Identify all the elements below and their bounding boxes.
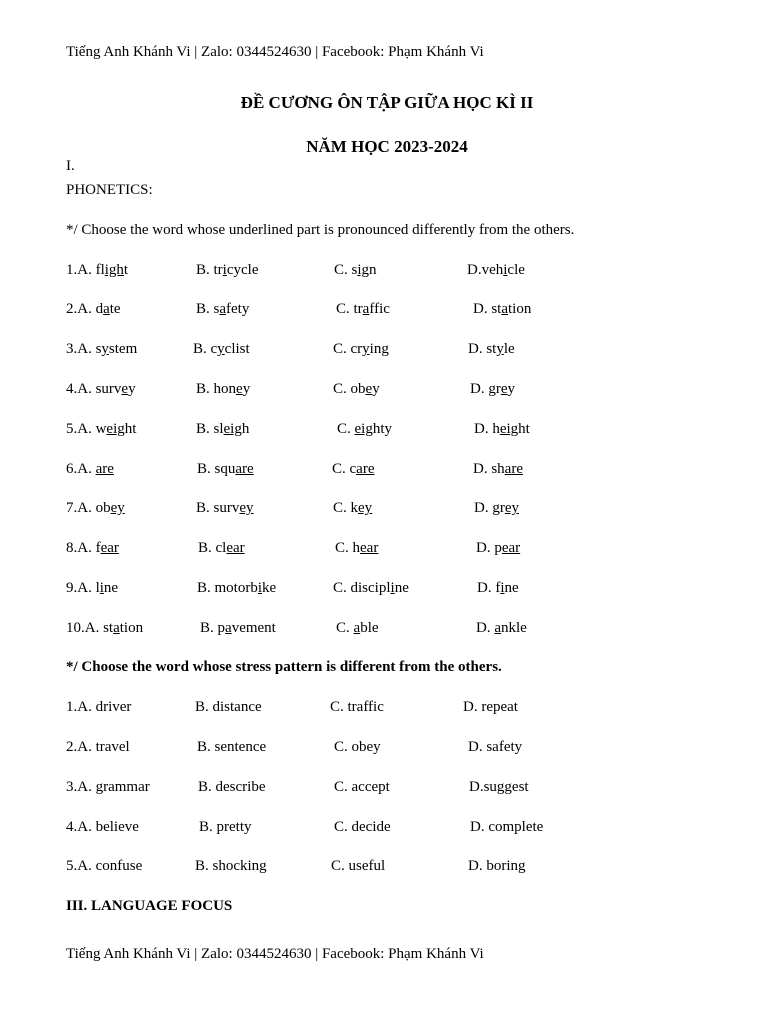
option-b xyxy=(198,539,245,557)
option-text: vement xyxy=(231,620,276,636)
option-text: cycle xyxy=(226,262,259,278)
option-text: 3.A. s xyxy=(66,341,102,357)
option-b: B. distance xyxy=(195,699,262,715)
option-text: tion xyxy=(119,620,144,636)
option-a xyxy=(66,261,128,279)
option-text: ne xyxy=(103,580,119,596)
option-a xyxy=(66,300,121,318)
page-header: Tiếng Anh Khánh Vi | Zalo: 0344524630 | Facebook: Phạm Khánh Vi xyxy=(66,44,484,60)
option-a xyxy=(66,380,136,398)
underlined-part: e xyxy=(500,381,508,397)
underlined-part: y xyxy=(217,341,225,357)
option-text: ffic xyxy=(369,301,390,317)
underlined-part: eig xyxy=(223,421,242,437)
option-c xyxy=(333,579,409,597)
option-b: B. shocking xyxy=(195,858,267,874)
option-d xyxy=(477,579,519,597)
option-a xyxy=(66,579,118,597)
option-c xyxy=(335,539,378,557)
option-text: nkle xyxy=(501,620,527,636)
option-text: 5.A. w xyxy=(66,421,107,437)
option-d xyxy=(476,539,520,557)
option-text: 6.A. xyxy=(66,461,96,477)
option-text: 2.A. d xyxy=(66,301,104,317)
option-text: B. sl xyxy=(196,421,224,437)
option-text: D. f xyxy=(477,580,501,596)
option-text: te xyxy=(109,301,121,317)
underlined-part: eig xyxy=(499,421,519,437)
option-c xyxy=(334,261,377,279)
option-text: C. ob xyxy=(333,381,366,397)
option-a xyxy=(66,619,143,637)
option-text: hty xyxy=(372,421,393,437)
option-d xyxy=(476,619,527,637)
option-text: ht xyxy=(518,421,530,437)
option-text: stem xyxy=(108,341,138,357)
underlined-part: are xyxy=(95,461,114,477)
underlined-part: e xyxy=(121,381,129,397)
option-text: C. s xyxy=(334,262,358,278)
option-d: D. repeat xyxy=(463,699,518,715)
option-b: B. pretty xyxy=(199,819,252,835)
option-text: clist xyxy=(224,341,250,357)
section-title-language-focus: III. LANGUAGE FOCUS xyxy=(66,898,233,914)
option-text: y xyxy=(372,381,380,397)
option-b xyxy=(196,420,249,438)
option-text: D. st xyxy=(468,341,497,357)
option-text: y xyxy=(128,381,136,397)
option-text: y xyxy=(242,381,251,397)
option-text: t xyxy=(123,262,129,278)
underlined-part: ig xyxy=(357,262,370,278)
option-c xyxy=(336,300,390,318)
option-text: 7.A. ob xyxy=(66,500,111,516)
underlined-part: e xyxy=(365,381,373,397)
option-a: 1.A. driver xyxy=(66,699,132,715)
underlined-part: are xyxy=(504,461,523,477)
option-d: D. complete xyxy=(470,819,544,835)
option-d xyxy=(467,261,525,279)
underlined-part: a xyxy=(113,620,120,636)
option-text: B. cl xyxy=(198,540,227,556)
option-a: 3.A. grammar xyxy=(66,779,150,795)
option-c xyxy=(332,460,374,478)
option-text: 4.A. surv xyxy=(66,381,122,397)
option-text: B. c xyxy=(193,341,218,357)
option-text: B. p xyxy=(200,620,226,636)
option-a: 5.A. confuse xyxy=(66,858,143,874)
underlined-part: eig xyxy=(354,421,373,437)
option-text: C. xyxy=(336,620,354,636)
underlined-part: a xyxy=(353,620,361,636)
option-text: ne xyxy=(394,580,409,596)
underlined-part: are xyxy=(356,461,375,477)
underlined-part: a xyxy=(501,301,509,317)
underlined-part: y xyxy=(101,341,109,357)
option-c: C. accept xyxy=(334,779,390,795)
option-a xyxy=(66,460,114,478)
phonetics-instruction: */ Choose the word whose underlined part is pronounced differently from the others. xyxy=(66,222,575,238)
option-text: le xyxy=(503,341,515,357)
option-d xyxy=(468,340,515,358)
option-text: ble xyxy=(360,620,379,636)
option-b xyxy=(197,460,254,478)
option-text: D. sh xyxy=(473,461,505,477)
option-d: D.suggest xyxy=(469,779,529,795)
option-text: C. tr xyxy=(336,301,363,317)
option-d xyxy=(474,499,519,517)
option-text: B. surv xyxy=(196,500,240,516)
option-text: D. gr xyxy=(470,381,501,397)
document-title: ĐỀ CƯƠNG ÔN TẬP GIỮA HỌC KÌ II xyxy=(240,93,534,112)
option-a xyxy=(66,340,137,358)
option-text: cle xyxy=(507,262,525,278)
option-a: 4.A. believe xyxy=(66,819,139,835)
section-title-phonetics: PHONETICS: xyxy=(66,182,153,198)
option-text: ing xyxy=(369,341,389,357)
option-d xyxy=(473,300,531,318)
option-c xyxy=(333,340,389,358)
option-text: B. squ xyxy=(197,461,236,477)
option-text: C. xyxy=(337,421,355,437)
option-c: C. obey xyxy=(334,739,381,755)
option-b xyxy=(196,380,250,398)
option-c xyxy=(333,499,372,517)
underlined-part: i xyxy=(503,262,508,278)
option-b xyxy=(197,579,276,597)
option-text: fety xyxy=(226,301,250,317)
option-text: D.veh xyxy=(467,262,504,278)
option-text: 9.A. l xyxy=(66,580,100,596)
option-text: h xyxy=(241,421,250,437)
option-text: tion xyxy=(508,301,532,317)
option-b xyxy=(196,300,249,318)
underlined-part: a xyxy=(225,620,232,636)
option-text: C. k xyxy=(333,500,359,516)
option-b: B. describe xyxy=(198,779,266,795)
underlined-part: ey xyxy=(504,500,519,516)
underlined-part: ear xyxy=(100,540,119,556)
stress-instruction: */ Choose the word whose stress pattern is different from the others. xyxy=(66,659,502,675)
option-b xyxy=(200,619,276,637)
option-a xyxy=(66,420,136,438)
underlined-part: i xyxy=(500,580,505,596)
underlined-part: eig xyxy=(106,421,125,437)
option-text: ke xyxy=(262,580,277,596)
option-a xyxy=(66,499,125,517)
option-text: B. hon xyxy=(196,381,237,397)
option-text: B. s xyxy=(196,301,220,317)
option-b: B. sentence xyxy=(197,739,267,755)
option-c: C. traffic xyxy=(330,699,384,715)
section-number: I. xyxy=(66,158,75,174)
option-text: B. motorb xyxy=(197,580,258,596)
underlined-part: are xyxy=(235,461,254,477)
option-text: D. h xyxy=(474,421,500,437)
option-text: D. st xyxy=(473,301,502,317)
option-text: n xyxy=(369,262,377,278)
underlined-part: igh xyxy=(104,262,124,278)
underlined-part: a xyxy=(362,301,370,317)
underlined-part: ey xyxy=(110,500,125,516)
option-d xyxy=(473,460,523,478)
option-d xyxy=(474,420,530,438)
option-c xyxy=(333,380,380,398)
option-text: 10.A. st xyxy=(66,620,114,636)
underlined-part: i xyxy=(99,580,104,596)
option-text: D. gr xyxy=(474,500,505,516)
option-text: 1.A. fl xyxy=(66,262,105,278)
underlined-part: ear xyxy=(501,540,521,556)
option-b xyxy=(196,499,254,517)
option-c xyxy=(336,619,379,637)
option-text: y xyxy=(507,381,515,397)
option-text: B. tr xyxy=(196,262,223,278)
option-a xyxy=(66,539,119,557)
option-text: C. c xyxy=(332,461,357,477)
underlined-part: ear xyxy=(226,540,245,556)
underlined-part: a xyxy=(219,301,227,317)
underlined-part: i xyxy=(257,580,263,596)
option-text: C. discipl xyxy=(333,580,391,596)
option-text: C. cr xyxy=(333,341,363,357)
underlined-part: i xyxy=(390,580,395,596)
school-year: NĂM HỌC 2023-2024 xyxy=(306,137,468,156)
option-d xyxy=(470,380,515,398)
underlined-part: y xyxy=(496,341,504,357)
underlined-part: e xyxy=(236,381,243,397)
option-text: D. p xyxy=(476,540,502,556)
option-text: 8.A. f xyxy=(66,540,101,556)
option-text: ne xyxy=(504,580,519,596)
underlined-part: a xyxy=(103,301,110,317)
option-d: D. safety xyxy=(468,739,523,755)
option-c: C. useful xyxy=(331,858,386,874)
option-c: C. decide xyxy=(334,819,391,835)
option-a: 2.A. travel xyxy=(66,739,130,755)
option-d: D. boring xyxy=(468,858,526,874)
underlined-part: ey xyxy=(358,500,373,516)
underlined-part: y xyxy=(362,341,370,357)
option-text: ht xyxy=(124,421,137,437)
option-b xyxy=(196,261,258,279)
underlined-part: ear xyxy=(360,540,379,556)
underlined-part: ey xyxy=(239,500,254,516)
option-b xyxy=(193,340,250,358)
page-footer: Tiếng Anh Khánh Vi | Zalo: 0344524630 | Facebook: Phạm Khánh Vi xyxy=(66,946,484,962)
underlined-part: a xyxy=(494,620,502,636)
option-text: D. xyxy=(476,620,495,636)
option-text: C. h xyxy=(335,540,361,556)
option-c xyxy=(337,420,392,438)
underlined-part: i xyxy=(222,262,227,278)
